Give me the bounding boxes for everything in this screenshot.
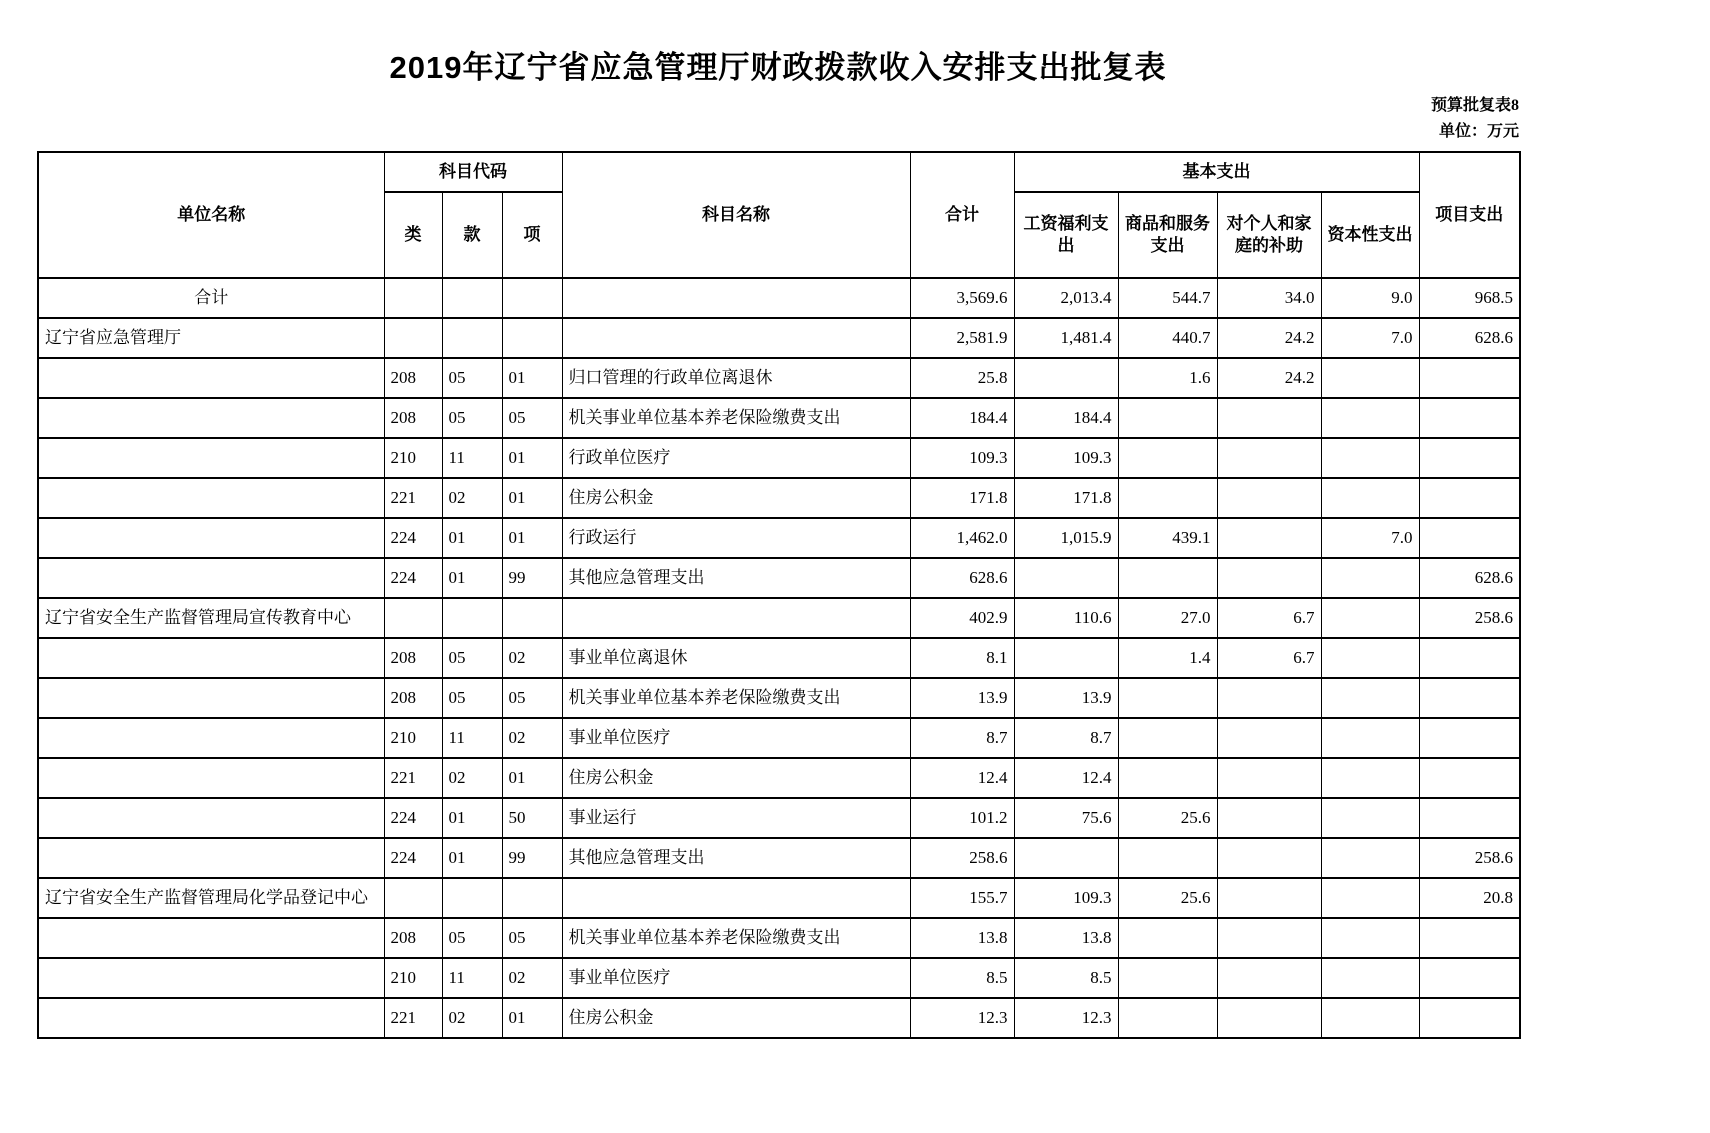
goods-cell [1118,998,1217,1038]
header-project-expenditure: 项目支出 [1419,152,1520,278]
family-cell [1217,558,1321,598]
unit-name-cell [38,998,384,1038]
goods-cell: 27.0 [1118,598,1217,638]
project-cell [1419,358,1520,398]
project-cell [1419,678,1520,718]
project-cell: 968.5 [1419,278,1520,318]
subject-name-cell: 行政运行 [562,518,910,558]
code-class-cell: 210 [384,438,442,478]
capital-cell [1321,398,1419,438]
code-item-cell: 02 [502,958,562,998]
total-cell: 628.6 [910,558,1014,598]
table-row [38,598,1520,638]
code-section-cell: 11 [442,718,502,758]
goods-cell [1118,718,1217,758]
page-title: 2019年辽宁省应急管理厅财政拨款收入安排支出批复表 [389,50,1167,85]
subject-name-cell: 机关事业单位基本养老保险缴费支出 [562,398,910,438]
code-class-cell [384,598,442,638]
total-cell: 402.9 [910,598,1014,638]
code-section-cell: 05 [442,358,502,398]
goods-cell [1118,438,1217,478]
project-cell [1419,958,1520,998]
code-section-cell: 05 [442,678,502,718]
code-item-cell: 99 [502,838,562,878]
table-row [38,998,1520,1038]
header-code-section: 款 [442,192,502,278]
header-individual-family-subsidy: 对个人和家庭的补助 [1217,192,1321,278]
family-cell [1217,758,1321,798]
salary-cell: 1,481.4 [1014,318,1118,358]
goods-cell [1118,758,1217,798]
header-total: 合计 [910,152,1014,278]
goods-cell [1118,478,1217,518]
table-row [38,558,1520,598]
unit-of-measure-label: 单位：万元 [1438,123,1519,140]
header-basic-expenditure: 基本支出 [1014,152,1419,192]
subject-name-cell: 事业单位医疗 [562,958,910,998]
goods-cell: 25.6 [1118,878,1217,918]
header-capital-expenditure: 资本性支出 [1321,192,1419,278]
capital-cell: 9.0 [1321,278,1419,318]
goods-cell: 440.7 [1118,318,1217,358]
header-subject-code: 科目代码 [384,152,562,192]
capital-cell [1321,918,1419,958]
code-item-cell [502,878,562,918]
family-cell: 6.7 [1217,638,1321,678]
unit-name-cell [38,798,384,838]
code-section-cell: 01 [442,838,502,878]
family-cell [1217,838,1321,878]
capital-cell [1321,478,1419,518]
subject-name-cell: 归口管理的行政单位离退休 [562,358,910,398]
family-cell [1217,918,1321,958]
project-cell: 258.6 [1419,598,1520,638]
code-class-cell: 208 [384,398,442,438]
salary-cell [1014,838,1118,878]
goods-cell: 1.4 [1118,638,1217,678]
subject-name-cell: 其他应急管理支出 [562,838,910,878]
code-item-cell: 02 [502,638,562,678]
capital-cell [1321,438,1419,478]
subject-name-cell: 行政单位医疗 [562,438,910,478]
total-cell: 13.8 [910,918,1014,958]
salary-cell: 12.3 [1014,998,1118,1038]
subject-name-cell: 机关事业单位基本养老保险缴费支出 [562,918,910,958]
table-row [38,518,1520,558]
code-item-cell [502,278,562,318]
code-item-cell: 01 [502,518,562,558]
code-class-cell: 224 [384,518,442,558]
project-cell [1419,998,1520,1038]
unit-name-cell [38,918,384,958]
code-section-cell: 11 [442,958,502,998]
code-class-cell: 221 [384,758,442,798]
project-cell: 628.6 [1419,558,1520,598]
subject-name-cell [562,318,910,358]
salary-cell [1014,638,1118,678]
table-body [38,278,1520,1038]
table-row [38,358,1520,398]
goods-cell [1118,958,1217,998]
family-cell [1217,958,1321,998]
unit-name-cell [38,958,384,998]
goods-cell [1118,918,1217,958]
unit-name-cell [38,678,384,718]
total-cell: 8.7 [910,718,1014,758]
code-item-cell: 01 [502,758,562,798]
sheet-number-label: 预算批复表8 [1430,97,1519,114]
subject-name-cell: 事业单位医疗 [562,718,910,758]
code-item-cell: 50 [502,798,562,838]
code-item-cell: 05 [502,678,562,718]
code-item-cell [502,598,562,638]
family-cell [1217,718,1321,758]
capital-cell [1321,758,1419,798]
capital-cell [1321,358,1419,398]
total-cell: 155.7 [910,878,1014,918]
capital-cell [1321,638,1419,678]
table-row [38,718,1520,758]
goods-cell [1118,558,1217,598]
salary-cell [1014,558,1118,598]
unit-name-cell [38,838,384,878]
table-row [38,478,1520,518]
project-cell [1419,718,1520,758]
code-class-cell: 208 [384,638,442,678]
project-cell [1419,398,1520,438]
goods-cell [1118,398,1217,438]
code-class-cell [384,318,442,358]
unit-name-cell [38,398,384,438]
total-cell: 12.3 [910,998,1014,1038]
salary-cell: 171.8 [1014,478,1118,518]
capital-cell [1321,878,1419,918]
project-cell [1419,918,1520,958]
code-class-cell [384,278,442,318]
code-section-cell: 05 [442,398,502,438]
table-row [38,838,1520,878]
table-row [38,878,1520,918]
subject-name-cell: 住房公积金 [562,998,910,1038]
unit-name-cell [38,518,384,558]
salary-cell: 8.5 [1014,958,1118,998]
budget-table [37,151,1521,1039]
family-cell [1217,798,1321,838]
subject-name-cell [562,598,910,638]
capital-cell [1321,958,1419,998]
code-section-cell: 01 [442,798,502,838]
subject-name-cell: 其他应急管理支出 [562,558,910,598]
subject-name-cell: 事业运行 [562,798,910,838]
code-section-cell: 02 [442,758,502,798]
total-cell: 258.6 [910,838,1014,878]
salary-cell: 13.9 [1014,678,1118,718]
code-class-cell: 208 [384,358,442,398]
code-section-cell [442,278,502,318]
table-header [38,152,1520,278]
table-row [38,798,1520,838]
family-cell [1217,518,1321,558]
family-cell [1217,398,1321,438]
family-cell: 24.2 [1217,358,1321,398]
table-row [38,758,1520,798]
code-item-cell [502,318,562,358]
subject-name-cell [562,878,910,918]
project-cell [1419,518,1520,558]
salary-cell: 12.4 [1014,758,1118,798]
code-section-cell [442,598,502,638]
subject-name-cell: 事业单位离退休 [562,638,910,678]
code-class-cell: 208 [384,678,442,718]
goods-cell: 1.6 [1118,358,1217,398]
table-row [38,638,1520,678]
code-item-cell: 01 [502,438,562,478]
code-section-cell: 05 [442,638,502,678]
table-row [38,398,1520,438]
unit-name-cell [38,438,384,478]
subject-name-cell: 机关事业单位基本养老保险缴费支出 [562,678,910,718]
total-cell: 184.4 [910,398,1014,438]
code-class-cell [384,878,442,918]
salary-cell: 109.3 [1014,438,1118,478]
code-section-cell: 02 [442,478,502,518]
code-item-cell: 01 [502,358,562,398]
salary-cell: 110.6 [1014,598,1118,638]
project-cell [1419,758,1520,798]
table-row [38,318,1520,358]
total-cell: 13.9 [910,678,1014,718]
salary-cell: 184.4 [1014,398,1118,438]
subject-name-cell: 住房公积金 [562,478,910,518]
unit-name-cell [38,718,384,758]
code-item-cell: 05 [502,398,562,438]
code-class-cell: 224 [384,798,442,838]
family-cell [1217,998,1321,1038]
salary-cell: 75.6 [1014,798,1118,838]
unit-name-cell [38,358,384,398]
project-cell [1419,638,1520,678]
code-class-cell: 221 [384,998,442,1038]
project-cell: 628.6 [1419,318,1520,358]
code-class-cell: 224 [384,838,442,878]
code-item-cell: 99 [502,558,562,598]
family-cell: 24.2 [1217,318,1321,358]
total-cell: 109.3 [910,438,1014,478]
unit-name-cell [38,638,384,678]
salary-cell: 2,013.4 [1014,278,1118,318]
subject-name-cell: 住房公积金 [562,758,910,798]
code-class-cell: 210 [384,958,442,998]
salary-cell: 8.7 [1014,718,1118,758]
code-item-cell: 02 [502,718,562,758]
header-code-item: 项 [502,192,562,278]
table-row [38,278,1520,318]
project-cell [1419,478,1520,518]
family-cell [1217,678,1321,718]
family-cell [1217,438,1321,478]
table-row [38,918,1520,958]
code-class-cell: 224 [384,558,442,598]
goods-cell [1118,838,1217,878]
code-section-cell: 11 [442,438,502,478]
header-goods-services: 商品和服务支出 [1118,192,1217,278]
total-cell: 8.1 [910,638,1014,678]
capital-cell [1321,838,1419,878]
code-section-cell: 05 [442,918,502,958]
code-class-cell: 208 [384,918,442,958]
unit-name-cell [38,558,384,598]
total-cell: 171.8 [910,478,1014,518]
family-cell [1217,878,1321,918]
total-cell: 2,581.9 [910,318,1014,358]
code-section-cell [442,878,502,918]
goods-cell [1118,678,1217,718]
code-item-cell: 01 [502,478,562,518]
code-section-cell: 01 [442,518,502,558]
unit-name-cell: 合计 [38,278,384,318]
subject-name-cell [562,278,910,318]
total-cell: 25.8 [910,358,1014,398]
total-cell: 12.4 [910,758,1014,798]
capital-cell [1321,678,1419,718]
salary-cell: 13.8 [1014,918,1118,958]
family-cell: 34.0 [1217,278,1321,318]
goods-cell: 25.6 [1118,798,1217,838]
table-row [38,678,1520,718]
project-cell [1419,798,1520,838]
capital-cell [1321,798,1419,838]
salary-cell [1014,358,1118,398]
goods-cell: 544.7 [1118,278,1217,318]
total-cell: 1,462.0 [910,518,1014,558]
header-code-class: 类 [384,192,442,278]
table-row [38,958,1520,998]
salary-cell: 1,015.9 [1014,518,1118,558]
code-item-cell: 05 [502,918,562,958]
code-section-cell: 02 [442,998,502,1038]
salary-cell: 109.3 [1014,878,1118,918]
family-cell [1217,478,1321,518]
capital-cell [1321,558,1419,598]
total-cell: 8.5 [910,958,1014,998]
code-class-cell: 210 [384,718,442,758]
code-class-cell: 221 [384,478,442,518]
code-item-cell: 01 [502,998,562,1038]
table-row [38,438,1520,478]
total-cell: 101.2 [910,798,1014,838]
capital-cell: 7.0 [1321,318,1419,358]
total-cell: 3,569.6 [910,278,1014,318]
unit-name-cell: 辽宁省安全生产监督管理局宣传教育中心 [38,598,384,638]
project-cell: 20.8 [1419,878,1520,918]
unit-name-cell [38,758,384,798]
unit-name-cell: 辽宁省安全生产监督管理局化学品登记中心 [38,878,384,918]
family-cell: 6.7 [1217,598,1321,638]
code-section-cell [442,318,502,358]
unit-name-cell: 辽宁省应急管理厅 [38,318,384,358]
header-unit-name: 单位名称 [38,152,384,278]
header-salary-welfare: 工资福利支出 [1014,192,1118,278]
goods-cell: 439.1 [1118,518,1217,558]
project-cell [1419,438,1520,478]
unit-name-cell [38,478,384,518]
project-cell: 258.6 [1419,838,1520,878]
capital-cell [1321,598,1419,638]
corner-labels [37,93,1519,145]
header-subject-name: 科目名称 [562,152,910,278]
capital-cell: 7.0 [1321,518,1419,558]
capital-cell [1321,718,1419,758]
code-section-cell: 01 [442,558,502,598]
capital-cell [1321,998,1419,1038]
